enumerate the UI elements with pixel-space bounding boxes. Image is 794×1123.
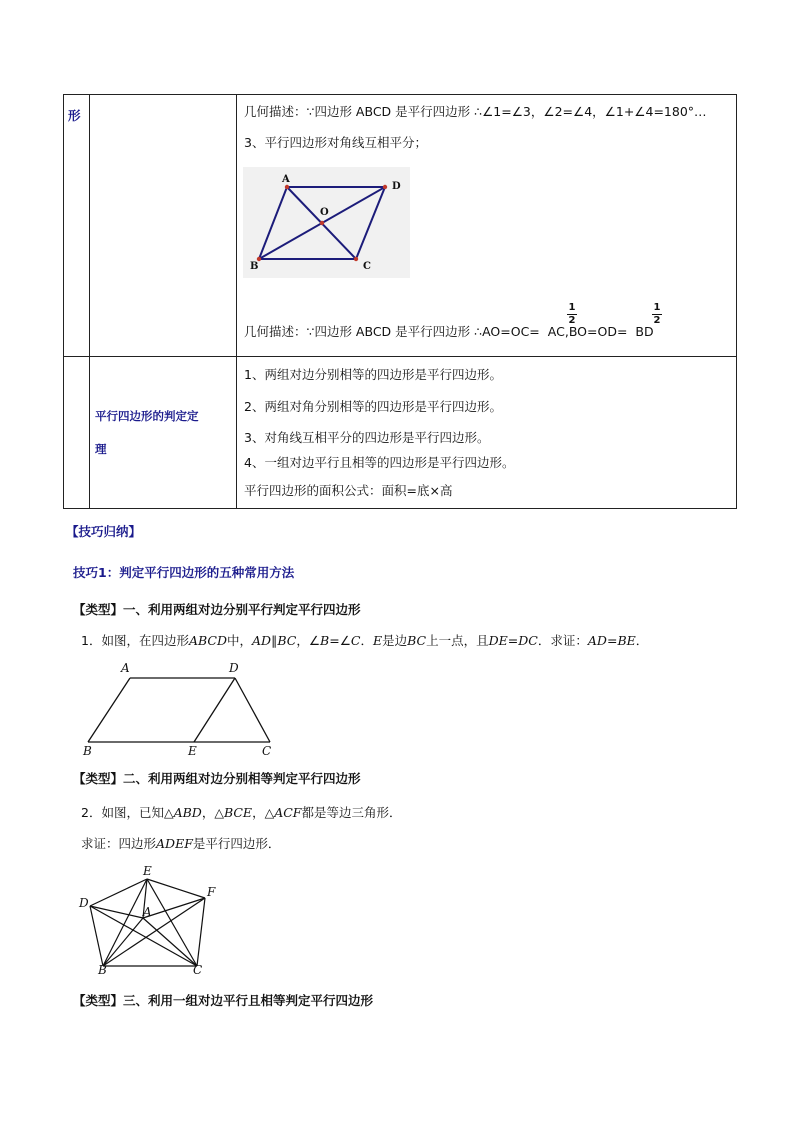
row1-left-char: 形 xyxy=(68,108,81,123)
point-d xyxy=(383,185,387,189)
section-title: 【技巧归纳】 xyxy=(66,524,142,539)
type2-title: 【类型】二、利用两组对边分别相等判定平行四边形 xyxy=(73,771,361,786)
label-c: C xyxy=(363,261,371,272)
segment-fc xyxy=(197,898,205,966)
label-f: F xyxy=(207,885,216,899)
judgement-item-2: 2、两组对角分别相等的四边形是平行四边形。 xyxy=(244,399,502,414)
tip1-title: 技巧1：判定平行四边形的五种常用方法 xyxy=(73,565,295,580)
side-ba xyxy=(259,187,287,259)
trapezoid-figure xyxy=(80,660,280,760)
type1-title: 【类型】一、利用两组对边分别平行判定平行四边形 xyxy=(73,602,361,617)
label-a: A xyxy=(282,174,290,185)
table-col-divider-1 xyxy=(89,94,90,509)
geo-desc-2-mid: AC,BO=OD= xyxy=(547,324,628,339)
geometric-description-2 xyxy=(244,323,654,341)
segment-da xyxy=(90,906,143,918)
table-left-border xyxy=(63,94,64,509)
side-dc xyxy=(356,187,385,259)
table-col-divider-2 xyxy=(236,94,237,509)
label-o: O xyxy=(320,207,329,218)
table-row-divider xyxy=(63,356,736,357)
parallelogram-diagonals-figure xyxy=(243,167,410,278)
label-c: C xyxy=(193,963,203,977)
segment-af xyxy=(143,898,205,918)
judgement-item-1: 1、两组对边分别相等的四边形是平行四边形。 xyxy=(244,367,502,382)
fraction-1-denominator: 2 xyxy=(568,315,576,326)
fraction-2-numerator: 1 xyxy=(653,302,661,313)
label-b: B xyxy=(250,261,259,272)
label-b: B xyxy=(98,963,107,977)
segment-be xyxy=(103,879,147,966)
judgement-theorem-title-line2: 理 xyxy=(95,442,107,456)
fraction-2-denominator: 2 xyxy=(653,315,661,326)
label-e: E xyxy=(188,744,197,758)
label-a: A xyxy=(143,905,152,919)
segment-de xyxy=(90,879,147,906)
segment-bf xyxy=(103,898,205,966)
label-b: B xyxy=(83,744,92,758)
parallelogram-diagonals-svg xyxy=(243,167,410,278)
judgement-item-4: 4、一组对边平行且相等的四边形是平行四边形。 xyxy=(244,455,515,470)
type3-title: 【类型】三、利用一组对边平行且相等判定平行四边形 xyxy=(73,993,374,1008)
geo-desc-2-prefix: 几何描述：∵四边形 ABCD 是平行四边形 ∴AO=OC= xyxy=(244,324,540,339)
label-d: D xyxy=(79,896,89,910)
equilateral-triangles-figure xyxy=(75,862,225,982)
label-d: D xyxy=(392,181,401,192)
segment-ec xyxy=(147,879,197,966)
problem2-line2: 求证：四边形ADEF是平行四边形． xyxy=(81,836,281,851)
fraction-1-numerator: 1 xyxy=(568,302,576,313)
judgement-theorem-title-line1: 平行四边形的判定定 xyxy=(95,409,199,423)
segment-bd xyxy=(90,906,103,966)
segment-ab xyxy=(88,678,130,742)
label-e: E xyxy=(143,864,152,878)
label-c: C xyxy=(262,744,272,758)
judgement-item-3: 3、对角线互相平分的四边形是平行四边形。 xyxy=(244,430,490,445)
fraction-half-1 xyxy=(567,303,577,326)
point-o xyxy=(320,221,324,225)
property-item-3: 3、平行四边形对角线互相平分； xyxy=(244,135,427,150)
geo-desc-2-end: BD xyxy=(635,324,654,339)
table-top-border xyxy=(63,94,736,95)
table-bottom-border xyxy=(63,508,736,509)
point-c xyxy=(354,257,358,261)
segment-de xyxy=(194,678,235,742)
label-a: A xyxy=(121,661,130,675)
trapezoid-svg xyxy=(80,660,280,760)
geometric-description-1: 几何描述：∵四边形 ABCD 是平行四边形 ∴∠1=∠3，∠2=∠4，∠1+∠4=180°… xyxy=(244,104,707,119)
label-d: D xyxy=(229,661,239,675)
segment-dc xyxy=(235,678,270,742)
problem2-line1: 2．如图，已知△ABD，△BCE，△ACF都是等边三角形． xyxy=(81,805,402,820)
table-right-border xyxy=(736,94,737,509)
fraction-half-2 xyxy=(652,303,662,326)
segment-ac xyxy=(143,918,197,966)
problem1-statement: 1．如图，在四边形ABCD中，AD∥BC，∠B=∠C．E是边BC上一点，且DE=DC．求证：AD=BE． xyxy=(81,633,649,648)
point-a xyxy=(285,185,289,189)
area-formula: 平行四边形的面积公式：面积=底×高 xyxy=(244,483,453,498)
